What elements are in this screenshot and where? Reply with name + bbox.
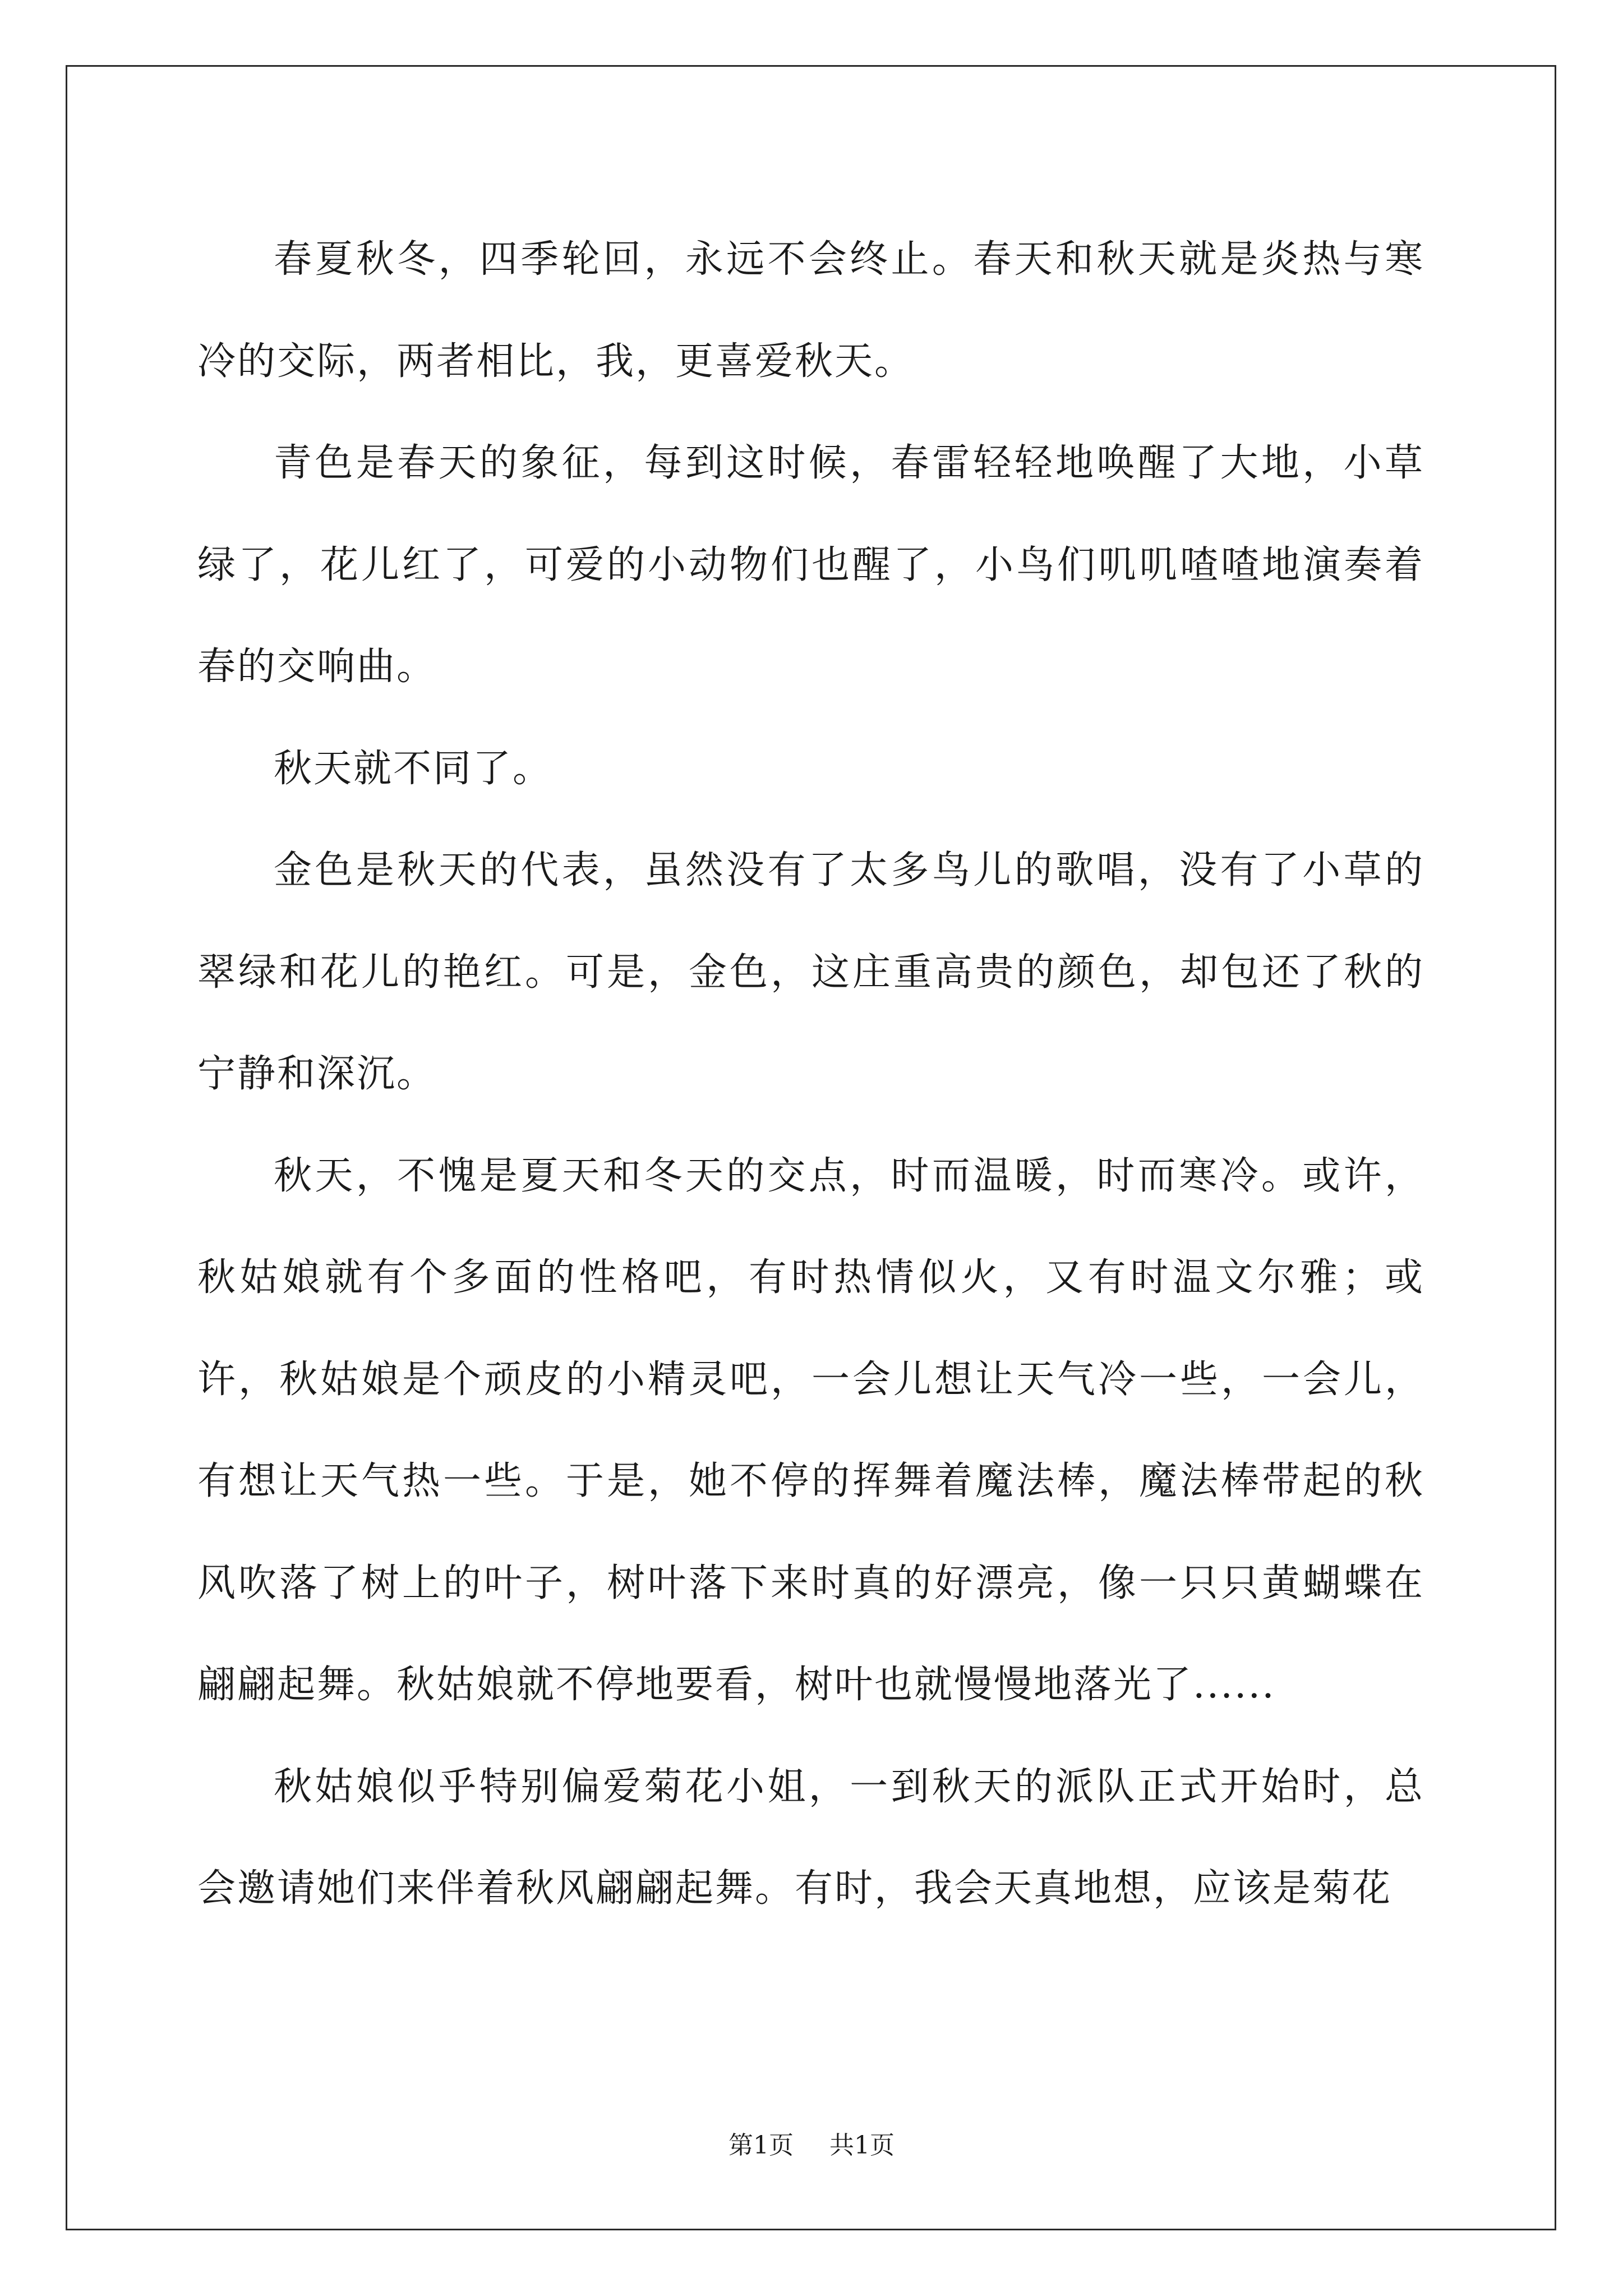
page-footer: [0, 2129, 1623, 2162]
page-count: 共1页: [829, 2131, 895, 2160]
paragraph: 秋天，不愧是夏天和冬天的交点，时而温暖，时而寒冷。或许，秋姑娘就有个多面的性格吧，有时热情似火，又有时温文尔雅；或许，秋姑娘是个顽皮的小精灵吧，一会儿想让天气冷一些，一会儿，有想让天气热一些。于是，她不停的挥舞着魔法棒，魔法棒带起的秋风吹落了树上的叶子，树叶落下来时真的好漂亮，像一只只黄蝴蝶在翩翩起舞。秋姑娘就不停地要看，树叶也就慢慢地落光了......: [197, 1153, 1424, 1707]
paragraph: 春夏秋冬，四季轮回，永远不会终止。春天和秋天就是炎热与寒冷的交际，两者相比，我，更喜爱秋天。: [197, 237, 1424, 384]
document-body: [197, 209, 1424, 1940]
paragraph: 秋姑娘似乎特别偏爱菊花小姐，一到秋天的派队正式开始时，总会邀请她们来伴着秋风翩翩起舞。有时，我会天真地想，应该是菊花: [197, 1764, 1424, 1911]
paragraph: 金色是秋天的代表，虽然没有了太多鸟儿的歌唱，没有了小草的翠绿和花儿的艳红。可是，金色，这庄重高贵的颜色，却包还了秋的宁静和深沉。: [197, 848, 1424, 1096]
page-number: 第1页: [728, 2131, 794, 2160]
paragraph: 青色是春天的象征，每到这时候，春雷轻轻地唤醒了大地，小草绿了，花儿红了，可爱的小动物们也醒了，小鸟们叽叽喳喳地演奏着春的交响曲。: [197, 441, 1424, 689]
paragraph: 秋天就不同了。: [274, 746, 553, 791]
